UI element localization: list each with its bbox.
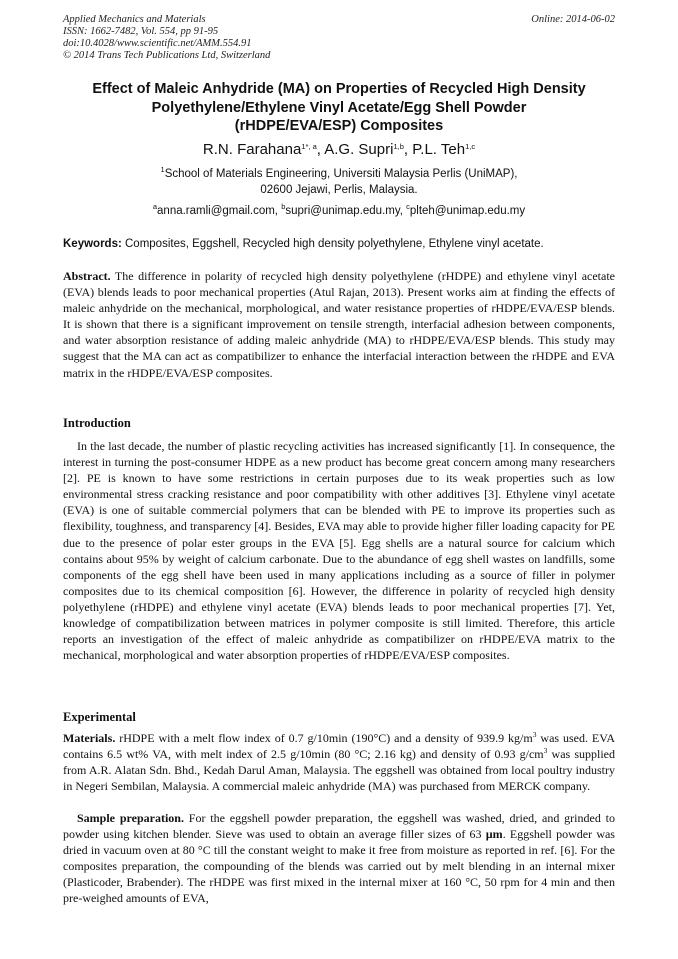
keywords-text: Composites, Eggshell, Recycled high density polyethylene, Ethylene vinyl acetate. <box>121 238 544 250</box>
author-3-sup: 1,c <box>465 142 476 151</box>
sample-text-1: For the eggshell powder preparation, the eggshell was washed, dried, and grinded to powder using kitchen blender. Sieve was used to obtain an average filler sizes of 63 <box>63 811 615 842</box>
issn-line: ISSN: 1662-7482, Vol. 554, pp 91-95 <box>63 26 219 37</box>
materials-paragraph <box>63 730 615 794</box>
doi-line: doi:10.4028/www.scientific.net/AMM.554.91 <box>63 38 252 49</box>
author-2-sup: 1,b <box>393 142 404 151</box>
affiliation-line-2: 02600 Jejawi, Perlis, Malaysia. <box>260 184 418 196</box>
author-2: , A.G. Supri <box>316 141 394 158</box>
materials-sup-1: 3 <box>532 730 537 739</box>
author-list <box>40 140 638 160</box>
title-line-2: Polyethylene/Ethylene Vinyl Acetate/Egg Shell Powder <box>151 99 527 116</box>
materials-text-2: was used. EVA contains 6.5 wt% VA, with melt index of 2.5 g/10min (80 °C; 2.16 kg) and density of 0.93 g/cm <box>63 731 616 762</box>
abstract-text: The difference in polarity of recycled high density polyethylene (rHDPE) and ethylene vinyl acetate (EVA) blends leads to poor mechanical properties (Atul Rajan, 2013). Present works aim at finding the effects of maleic anhydride on the mechanical, morphological, and water resistance properties of rHDPE/EVA/ESP blends. It is shown that there is a significant improvement on tensile strength, interfacial adhesion between components, and water absorption resistance of adding maleic anhydride (MA) to rHDPE/EVA/ESP blends. This study may suggest that the MA can act as compatibilizer to enhance the interfacial interaction between the rHDPE and EVA matrix in the rHDPE/EVA/ESP composites. <box>63 269 615 380</box>
keywords <box>63 237 615 252</box>
email-b-sup: b <box>281 202 286 211</box>
author-1-sup: 1*, a <box>301 142 317 151</box>
journal-header <box>63 14 615 62</box>
journal-name: Applied Mechanics and Materials <box>63 14 206 25</box>
materials-label: Materials. <box>63 731 116 745</box>
materials-text-1: rHDPE with a melt flow index of 0.7 g/10min (190°C) and a density of 939.9 kg/m <box>115 731 533 745</box>
email-b: supri@unimap.edu.my, <box>285 205 407 217</box>
email-a-sup: a <box>152 202 158 211</box>
paper-title <box>40 80 638 136</box>
materials-sup-2: 3 <box>543 746 548 756</box>
email-c-sup: c <box>406 202 410 211</box>
sample-preparation-paragraph <box>63 810 615 907</box>
affiliation-sup: 1 <box>160 165 165 174</box>
title-line-1: Effect of Maleic Anhydride (MA) on Properties of Recycled High Density <box>92 81 586 97</box>
title-line-3: (rHDPE/EVA/ESP) Composites <box>234 118 444 134</box>
abstract-label: Abstract. <box>63 269 111 283</box>
sample-text-2: . Eggshell powder was dried in vacuum oven at 80 °C till the constant weight to make it free from moisture as reported in ref. [6]. For the composites preparation, the compounding of the blends was carried out by melt blending in an internal mixer (Plasticoder, Brabender). The rHDPE was first mixed in the internal mixer at 160 °C, 50 rpm for 4 min and then pre-weighed amounts of EVA, <box>63 827 615 906</box>
online-date: Online: 2014-06-02 <box>531 14 615 25</box>
email-list <box>40 204 638 219</box>
keywords-label: Keywords: <box>63 238 122 250</box>
author-3: , P.L. Teh <box>403 141 466 158</box>
affiliation-line-1: School of Materials Engineering, Universiti Malaysia Perlis (UniMAP), <box>164 168 518 180</box>
email-a: anna.ramli@gmail.com, <box>157 205 282 217</box>
copyright-line: © 2014 Trans Tech Publications Ltd, Switzerland <box>63 50 271 61</box>
abstract <box>63 268 615 381</box>
affiliation <box>40 166 638 198</box>
introduction-text: In the last decade, the number of plastic recycling activities has increased significantly [1]. In consequence, the interest in turning the post-consumer HDPE as a new product has become great concern among many researchers [2]. PE is known to have some restrictions in certain purposes due to its weak properties such as low environmental stress cracking resistance and poor compatibility with other additives [3]. Ethylene vinyl acetate (EVA) is one of suitable commercial polymers that can be blended with PE to improve its properties such as flexibility, toughness, and transparency [4]. Besides, EVA may able to provide higher filler loading capacity for PE due to the presence of polar ester groups in the EVA [5]. Egg shells are a natural source for calcium which contains about 95% by weight of calcium carbonate. Due to the abundance of egg shell wastes on landfills, some components of the egg shell have been used in many applications including as a source of filler in polymer composites due to its chemical composition [6]. However, the difference in polarity of recycled high density polyethylene (rHDPE) and ethylene vinyl acetate (EVA) blends leads to poor mechanical properties [7]. Yet, knowledge of compatibilization between matrices in polymer composite is still limited. Therefore, this article reports an investigation of the effect of maleic anhydride as compatibilizer on rHDPE/EVA matrix to the mechanical, morphological and water absorption properties of rHDPE/EVA/ESP composites. <box>63 439 615 663</box>
experimental-heading: Experimental <box>63 710 136 724</box>
author-1: R.N. Farahana <box>202 141 302 158</box>
sample-label: Sample preparation. <box>77 811 184 825</box>
email-c: plteh@unimap.edu.my <box>409 205 526 217</box>
sample-mu: µm <box>485 827 503 842</box>
materials-text-3: was supplied from A.R. Alatan Sdn. Bhd., Kedah Darul Aman, Malaysia. The eggshell was obtained from local poultry industry in Negeri Sembilan, Malaysia. A commercial maleic anhydride (MA) was purchased from MERCK company. <box>63 747 616 794</box>
introduction-heading: Introduction <box>63 416 131 430</box>
